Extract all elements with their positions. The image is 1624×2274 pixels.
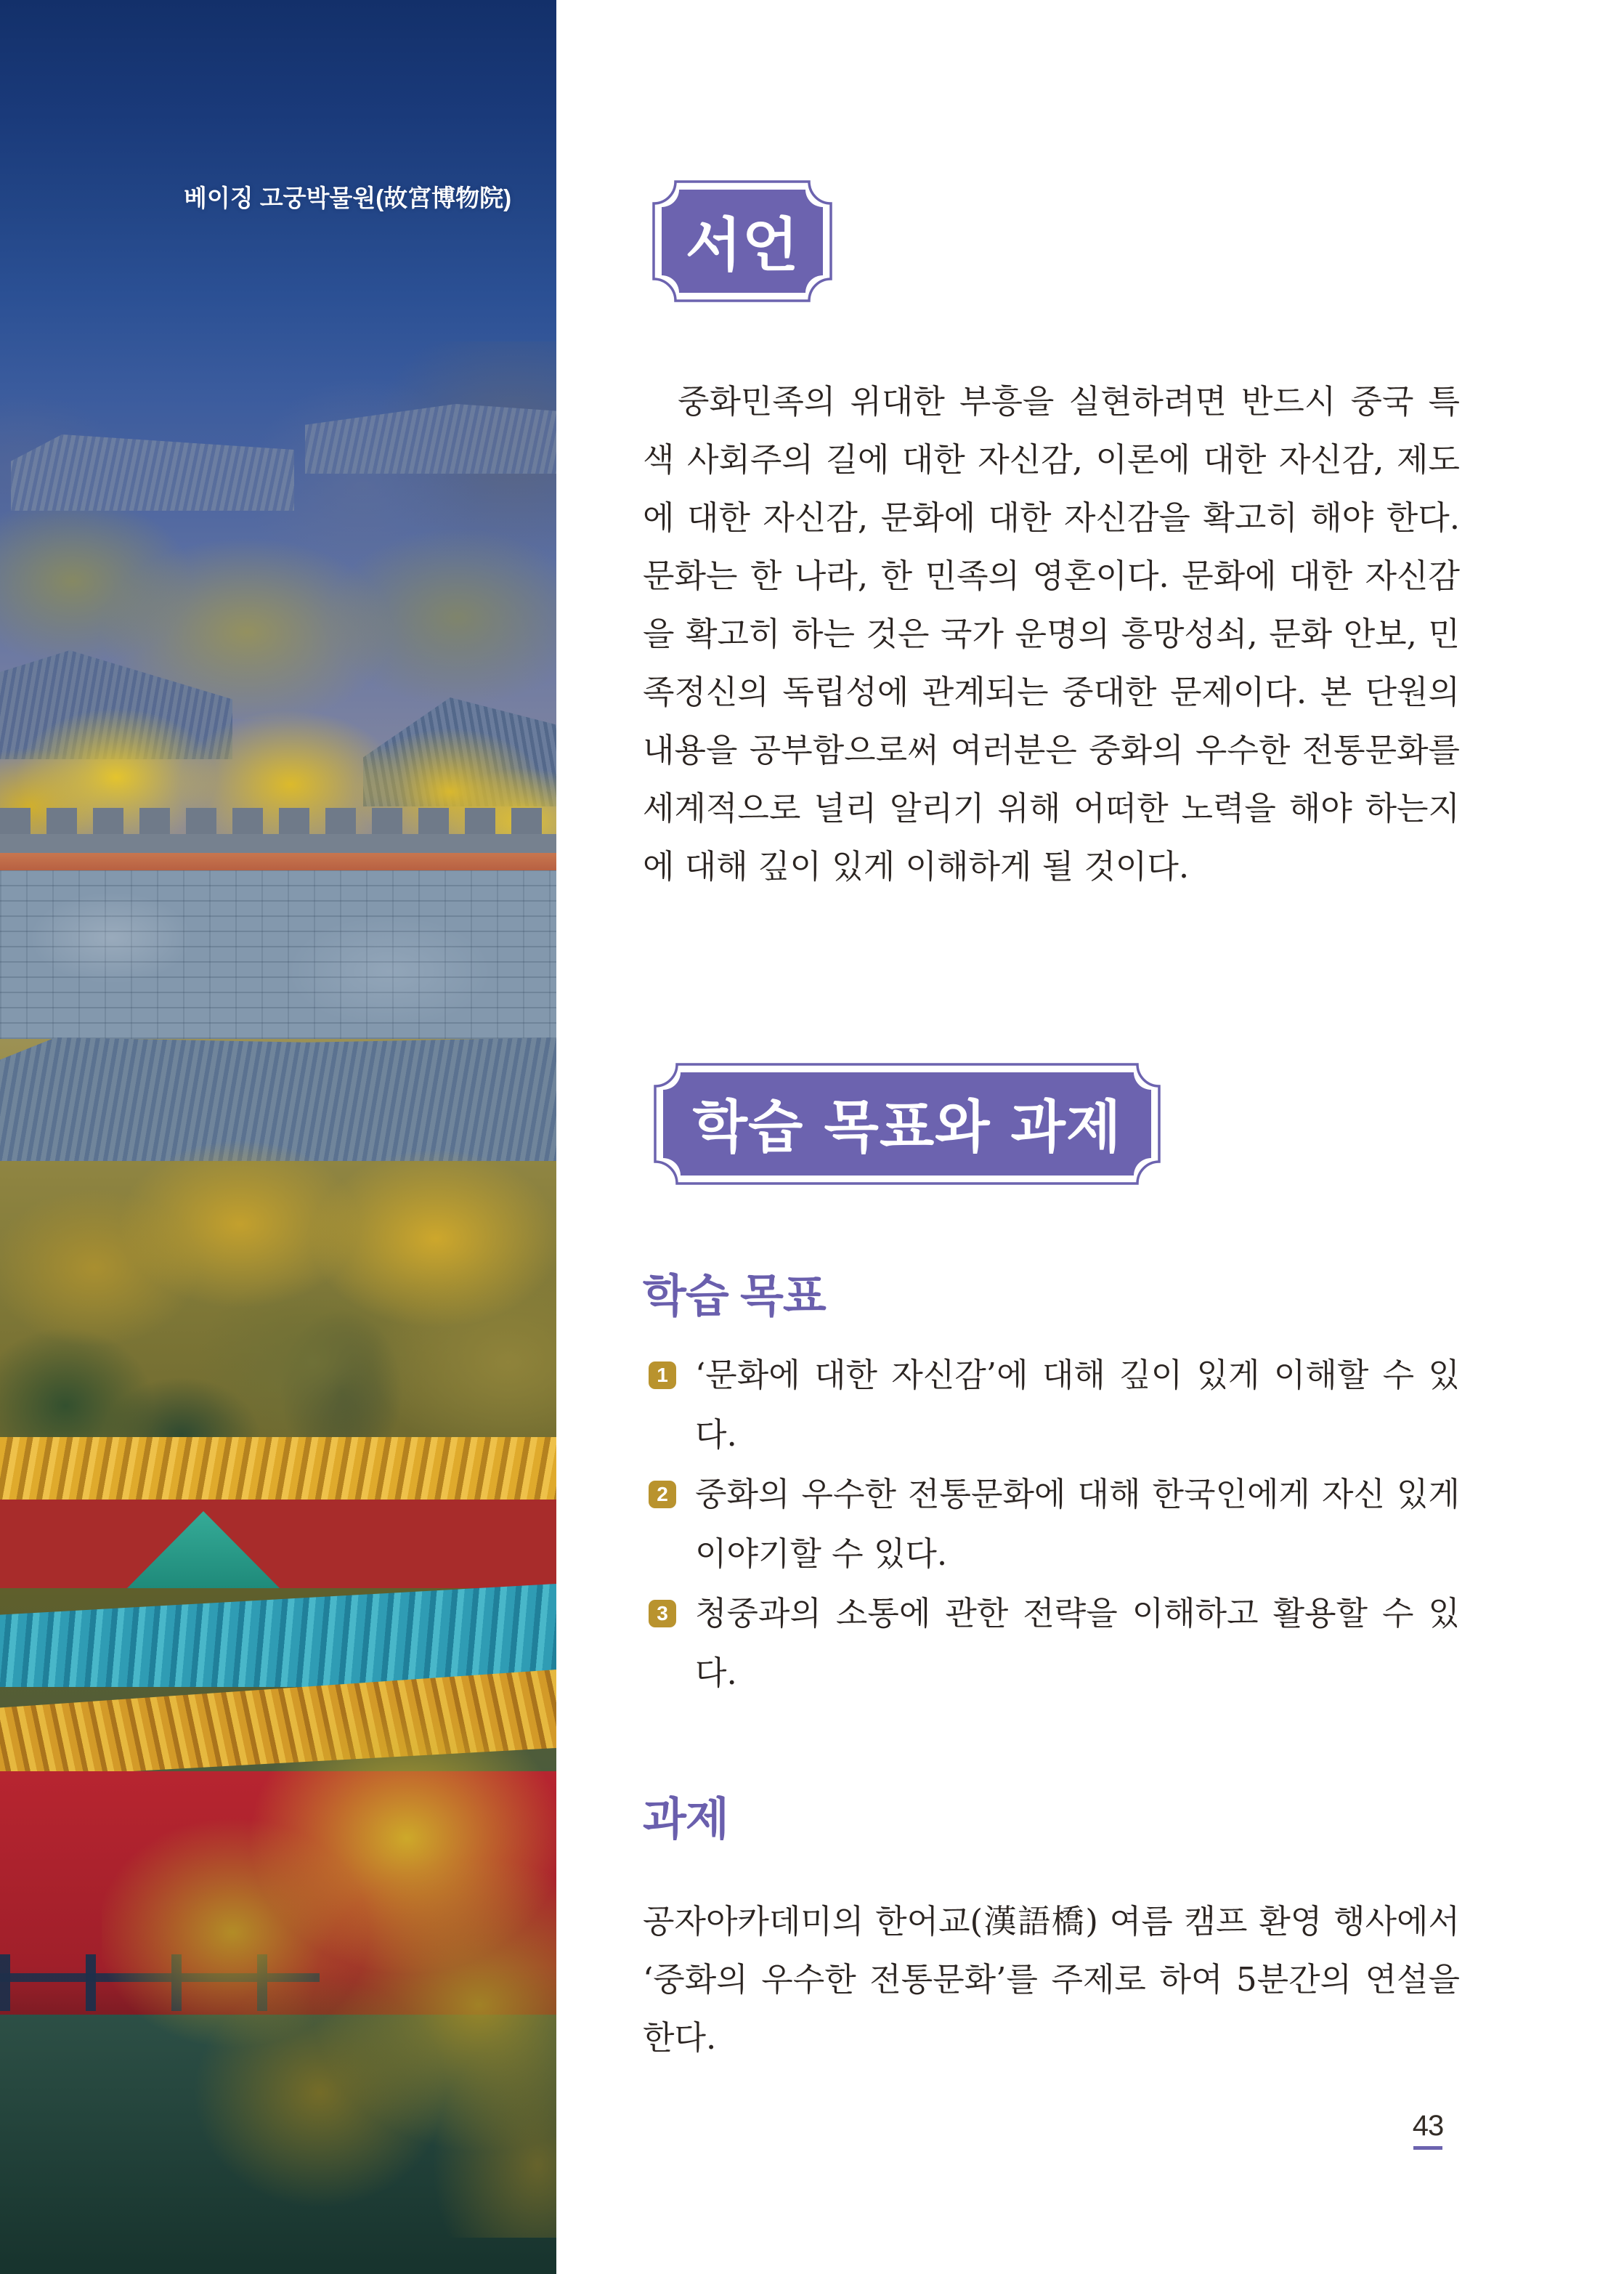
- photo-layer-red-stripe: [0, 853, 556, 872]
- goal-number-badge: 1: [649, 1361, 676, 1389]
- page-number: 43: [1412, 2110, 1444, 2142]
- list-item: [643, 1346, 1460, 1465]
- preface-paragraph: 중화민족의 위대한 부흥을 실현하려면 반드시 중국 특색 사회주의 길에 대한 자신감, 이론에 대한 자신감, 제도에 대한 자신감, 문화에 대한 자신감을 확고히 해야 한다. 문화는 한 나라, 한 민족의 영혼이다. 문화에 대한 자신감을 확고히 하는 것은 국가 운명의 흥망성쇠, 문화 안보, 민족정신의 독립성에 관계되는 중대한 문제이다. 본 단원의 내용을 공부함으로써 여러분은 중화의 우수한 전통문화를 세계적으로 널리 알리기 위해 어떠한 노력을 해야 하는지에 대해 깊이 있게 이해하게 될 것이다.: [643, 382, 1460, 886]
- photo-layer-brick-wall: [0, 870, 556, 1039]
- list-item: [643, 1465, 1460, 1584]
- photo-layer-battlements: [0, 808, 556, 835]
- goal-number-badge: 2: [649, 1481, 676, 1508]
- photo-layer-golden-willow: [102, 1656, 556, 2238]
- goal-text: ‘문화에 대한 자신감’에 대해 깊이 있게 이해할 수 있다.: [695, 1356, 1460, 1454]
- goals-list: [643, 1346, 1460, 1703]
- photo-layer-gold-roof: [0, 1437, 556, 1501]
- list-item: [643, 1584, 1460, 1703]
- photo-caption: 베이징 고궁박물원(故宮博物院): [184, 185, 512, 211]
- goals-heading: 학습 목표: [643, 1271, 826, 1322]
- page-number-rule: [1413, 2146, 1442, 2150]
- goal-text: 청중과의 소통에 관한 전략을 이해하고 활용할 수 있다.: [695, 1594, 1460, 1692]
- preface-badge: [652, 180, 832, 302]
- objectives-badge-label: 학습 목표와 과제: [692, 1094, 1122, 1160]
- objectives-badge: [654, 1063, 1161, 1185]
- forbidden-city-photo: [0, 0, 556, 2274]
- photo-layer-red-wall: [0, 1500, 556, 1588]
- photo-layer-parapet: [0, 834, 556, 854]
- goal-number-badge: 3: [649, 1600, 676, 1627]
- task-paragraph: 공자아카데미의 한어교(漢語橋) 여름 캠프 환영 행사에서 ‘중화의 우수한 전통문화’를 주제로 하여 5분간의 연설을 한다.: [643, 1902, 1460, 2057]
- photo-layer-autumn-trees: [0, 1122, 556, 1486]
- goal-text: 중화의 우수한 전통문화에 대해 한국인에게 자신 있게 이야기할 수 있다.: [695, 1475, 1460, 1573]
- preface-badge-label: 서언: [685, 210, 800, 279]
- task-heading: 과제: [643, 1794, 728, 1845]
